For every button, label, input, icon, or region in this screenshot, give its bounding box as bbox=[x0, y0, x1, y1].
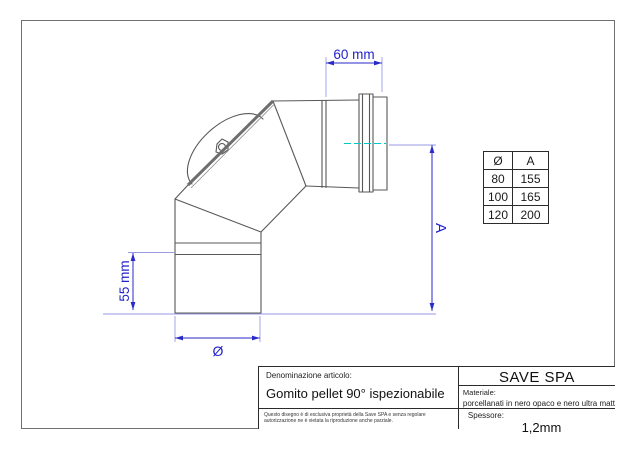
dimension-diameter-label: Ø bbox=[212, 343, 224, 359]
horizontal-pipe-top-edge bbox=[273, 100, 359, 101]
dimension-arrowheads bbox=[131, 61, 435, 341]
socket-junction-lines bbox=[322, 101, 326, 188]
title-block bbox=[258, 366, 615, 435]
thickness-value: 1,2mm bbox=[521, 420, 562, 435]
table-row: 80 155 bbox=[484, 170, 549, 188]
table-header-a: A bbox=[513, 152, 549, 170]
elbow-silhouette-edge bbox=[261, 186, 306, 232]
elbow-left-edge bbox=[175, 185, 188, 199]
miter-joint-lower bbox=[175, 199, 261, 232]
table-row: 120 200 bbox=[484, 206, 549, 224]
material-cell bbox=[459, 386, 615, 409]
miter-joint-upper bbox=[273, 101, 306, 186]
dimension-60mm-label: 60 mm bbox=[333, 47, 375, 62]
material-value: porcellanati in nero opaco e nero ultra matt bbox=[462, 399, 615, 408]
table-header-row bbox=[484, 152, 549, 170]
vertical-pipe-collar bbox=[175, 243, 261, 255]
material-label: Materiale: bbox=[462, 388, 496, 397]
title-block-left bbox=[259, 367, 459, 429]
article-name: Gomito pellet 90° ispezionabile bbox=[266, 386, 445, 401]
inspection-hatch-edge-thick bbox=[188, 101, 273, 185]
thickness-label: Spessore: bbox=[467, 411, 504, 420]
horizontal-pipe-bottom-edge bbox=[306, 186, 359, 188]
dimension-a-label: A bbox=[432, 222, 449, 234]
diameter-spec-table bbox=[483, 151, 549, 224]
table-header-diameter: Ø bbox=[484, 152, 513, 170]
copyright-disclaimer: Questo disegno è di esclusiva proprietà della Save SPA e senza regolare autorizzazione ne è vietata la riproduzione anche parziale. bbox=[259, 408, 458, 429]
denomination-label: Denominazione articolo: bbox=[266, 371, 352, 380]
vertical-pipe-outline bbox=[175, 199, 261, 313]
title-block-right bbox=[459, 367, 615, 435]
dimension-55mm-label: 55 mm bbox=[117, 260, 132, 302]
denomination-cell bbox=[259, 367, 458, 408]
thickness-cell bbox=[459, 409, 615, 435]
table-row: 100 165 bbox=[484, 188, 549, 206]
company-name: SAVE SPA bbox=[459, 367, 615, 386]
